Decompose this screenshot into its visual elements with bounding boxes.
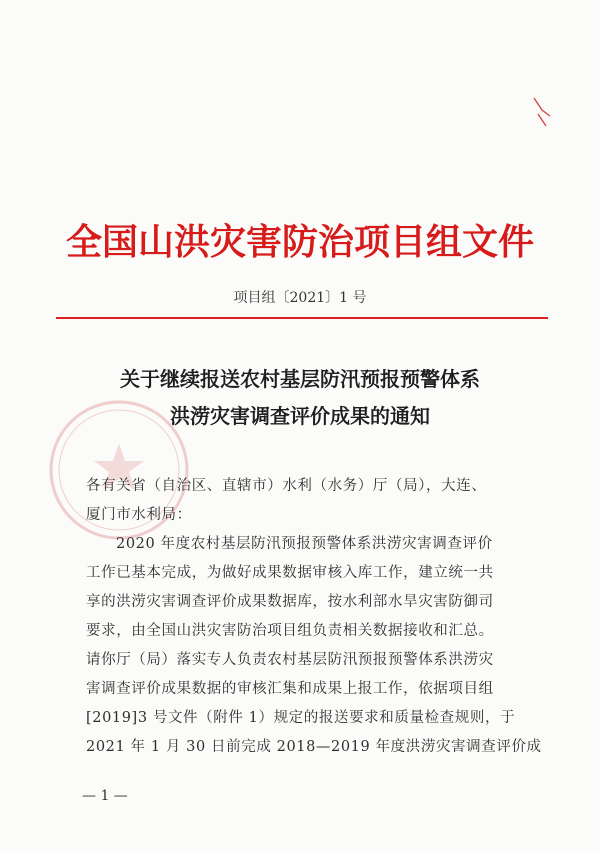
header-title: 全国山洪灾害防治项目组文件 [65,221,534,263]
body-line: 请你厅（局）落实专人负责农村基层防汛预报预警体系洪涝灾 [86,652,494,668]
body-line: 各有关省（自治区、直辖市）水利（水务）厅（局），大连、 [86,478,487,494]
body-line: 2021 年 1 月 30 日前完成 2018—2019 年度洪涝灾害调查评价成 [86,739,542,755]
notice-title-line-1: 关于继续报送农村基层防汛预报预警体系 [120,367,480,391]
document-number: 项目组〔2021〕1 号 [233,290,367,306]
body-line: 厦门市水利局： [86,507,192,523]
body-line: 2020 年度农村基层防汛预报预警体系洪涝灾害调查评价 [116,536,493,552]
red-separator-line [56,317,548,319]
notice-title-line-2: 洪涝灾害调查评价成果的通知 [170,404,430,428]
body-line: 工作已基本完成，为做好成果数据审核入库工作，建立统一共 [86,565,494,581]
red-handwritten-mark [530,96,554,132]
body-line: 害调查评价成果数据的审核汇集和成果上报工作，依据项目组 [86,681,494,697]
body-line: 享的洪涝灾害调查评价成果数据库，按水利部水旱灾害防御司 [86,594,494,610]
body-line: 要求，由全国山洪灾害防治项目组负责相关数据接收和汇总。 [86,623,494,639]
body-line: [2019]3 号文件（附件 1）规定的报送要求和质量检查规则，于 [86,710,516,726]
page-number: — 1 — [82,788,128,804]
